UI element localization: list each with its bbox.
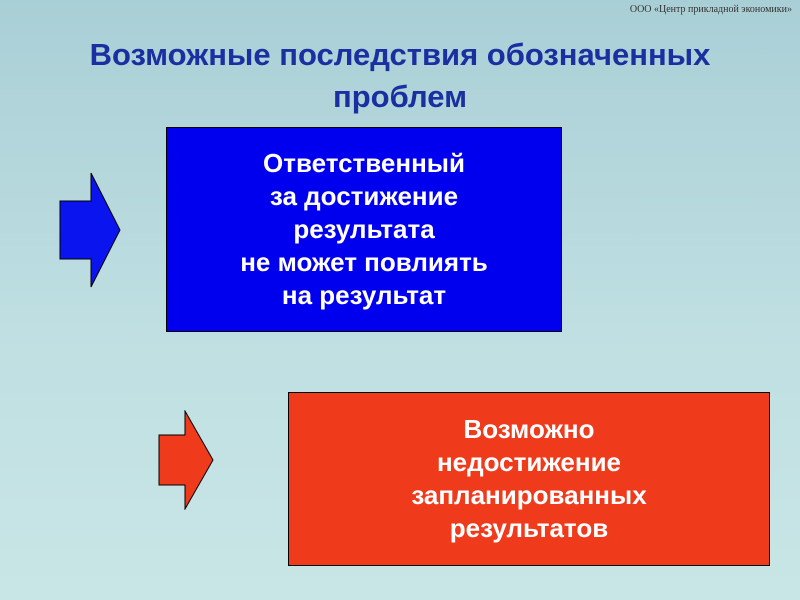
slide-title [20, 34, 780, 118]
title-line-1: Возможные последствия обозначенных [89, 37, 711, 72]
box1-line: результата [293, 214, 435, 244]
box2-line: Возможно [463, 414, 595, 444]
box1-line: за достижение [269, 181, 459, 211]
right-arrow-icon [157, 410, 215, 510]
box2-line: запланированных [411, 480, 647, 510]
results-not-achieved-box [288, 392, 770, 566]
box2-line: результатов [449, 513, 609, 543]
box1-line: Ответственный [262, 148, 465, 178]
responsible-cannot-influence-box [166, 127, 562, 332]
title-line-2: проблем [332, 79, 468, 114]
organization-name: ООО «Центр прикладной экономики» [629, 4, 792, 15]
box2-line: недостижение [436, 447, 622, 477]
box1-line: не может повлиять [240, 247, 488, 277]
right-arrow-icon [58, 172, 122, 288]
box1-line: на результат [281, 280, 447, 310]
